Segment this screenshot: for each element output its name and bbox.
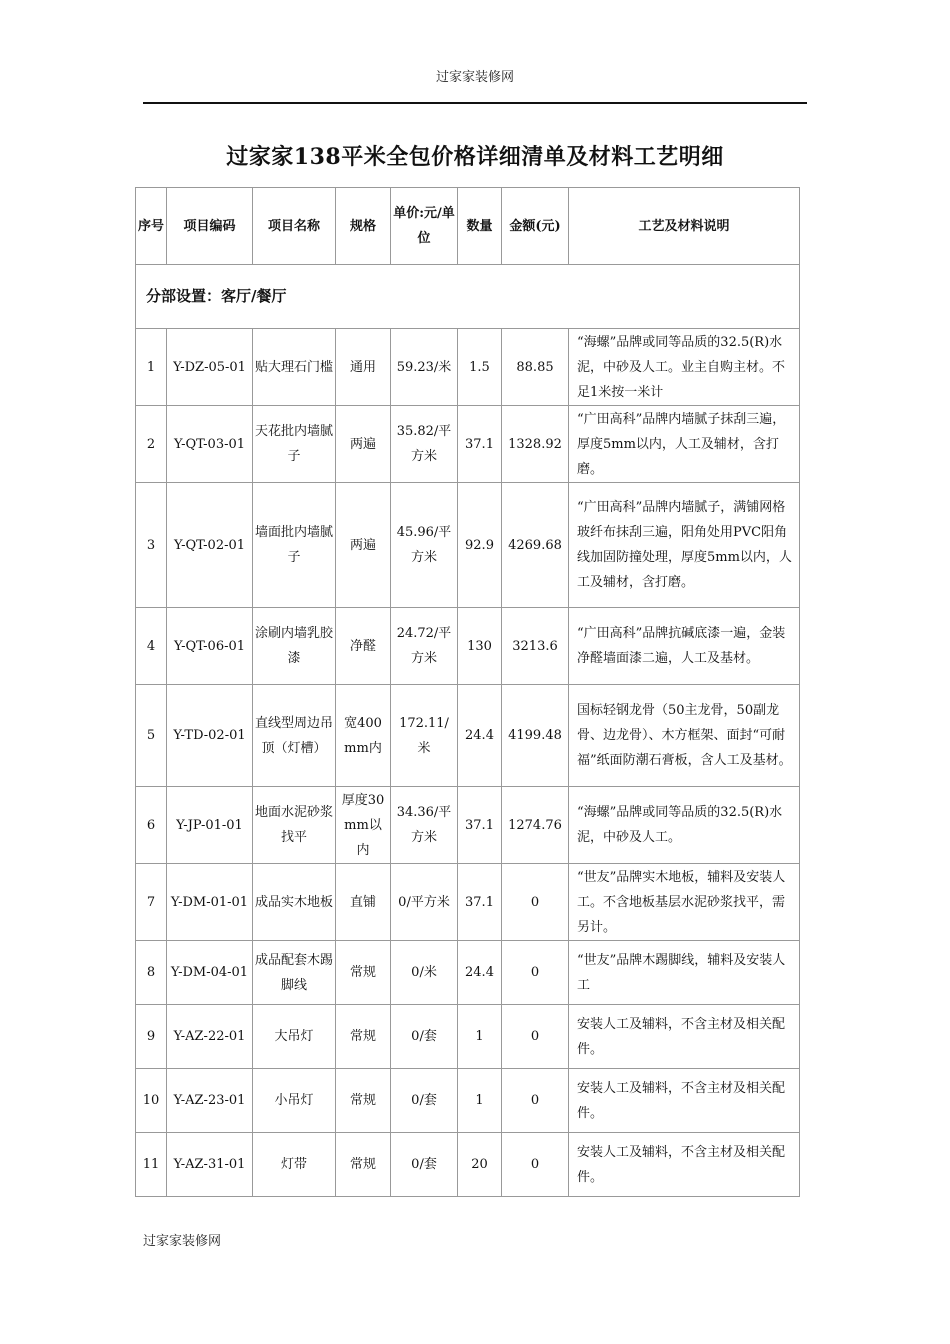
process-description-cell: 安装人工及辅料，不含主材及相关配件。: [569, 1005, 800, 1069]
amount-cell: 1274.76: [502, 787, 569, 864]
quantity-cell: 92.9: [458, 483, 502, 608]
page-footer: 过家家装修网: [143, 1234, 222, 1249]
unit-price-cell: 172.11/米: [391, 685, 458, 787]
table-row: [136, 1069, 800, 1133]
item-spec-cell: 两遍: [336, 406, 391, 483]
amount-cell: 0: [502, 1069, 569, 1133]
row-index-cell: 11: [136, 1133, 167, 1197]
row-index-cell: 9: [136, 1005, 167, 1069]
item-name-cell: 涂刷内墙乳胶漆: [253, 608, 336, 685]
table-row: [136, 864, 800, 941]
header-qty: 数量: [458, 188, 502, 265]
header-desc: 工艺及材料说明: [569, 188, 800, 265]
item-spec-cell: 常规: [336, 1069, 391, 1133]
unit-price-cell: 59.23/米: [391, 329, 458, 406]
unit-price-cell: 0/套: [391, 1005, 458, 1069]
unit-price-cell: 0/套: [391, 1133, 458, 1197]
process-description-cell: 安装人工及辅料，不含主材及相关配件。: [569, 1069, 800, 1133]
item-code-cell: Y-AZ-31-01: [167, 1133, 253, 1197]
header-index: 序号: [136, 188, 167, 265]
row-index-cell: 1: [136, 329, 167, 406]
item-spec-cell: 常规: [336, 1005, 391, 1069]
table-row: [136, 329, 800, 406]
item-code-cell: Y-DZ-05-01: [167, 329, 253, 406]
table-row: [136, 483, 800, 608]
process-description-cell: “广田高科”品牌抗碱底漆一遍，金装净醛墙面漆二遍，人工及基材。: [569, 608, 800, 685]
item-name-cell: 直线型周边吊顶（灯槽）: [253, 685, 336, 787]
quantity-cell: 37.1: [458, 406, 502, 483]
item-spec-cell: 常规: [336, 941, 391, 1005]
table-header-row: [136, 188, 800, 265]
quantity-cell: 130: [458, 608, 502, 685]
amount-cell: 88.85: [502, 329, 569, 406]
item-code-cell: Y-DM-01-01: [167, 864, 253, 941]
item-code-cell: Y-JP-01-01: [167, 787, 253, 864]
quantity-cell: 20: [458, 1133, 502, 1197]
process-description-cell: 安装人工及辅料，不含主材及相关配件。: [569, 1133, 800, 1197]
amount-cell: 0: [502, 864, 569, 941]
item-spec-cell: 两遍: [336, 483, 391, 608]
item-code-cell: Y-QT-03-01: [167, 406, 253, 483]
unit-price-cell: 45.96/平方米: [391, 483, 458, 608]
row-index-cell: 5: [136, 685, 167, 787]
item-code-cell: Y-QT-06-01: [167, 608, 253, 685]
item-code-cell: Y-AZ-22-01: [167, 1005, 253, 1069]
quantity-cell: 1: [458, 1005, 502, 1069]
process-description-cell: “世友”品牌木踢脚线，辅料及安装人工: [569, 941, 800, 1005]
table-row: [136, 1133, 800, 1197]
item-name-cell: 灯带: [253, 1133, 336, 1197]
unit-price-cell: 34.36/平方米: [391, 787, 458, 864]
process-description-cell: “世友”品牌实木地板，辅料及安装人工。不含地板基层水泥砂浆找平，需另计。: [569, 864, 800, 941]
page-header: 过家家装修网: [435, 70, 514, 85]
item-code-cell: Y-QT-02-01: [167, 483, 253, 608]
table-row: [136, 787, 800, 864]
row-index-cell: 10: [136, 1069, 167, 1133]
item-spec-cell: 通用: [336, 329, 391, 406]
item-name-cell: 成品配套木踢脚线: [253, 941, 336, 1005]
quantity-cell: 37.1: [458, 787, 502, 864]
table-row: [136, 1005, 800, 1069]
item-code-cell: Y-AZ-23-01: [167, 1069, 253, 1133]
row-index-cell: 8: [136, 941, 167, 1005]
unit-price-cell: 0/米: [391, 941, 458, 1005]
amount-cell: 4199.48: [502, 685, 569, 787]
process-description-cell: “广田高科”品牌内墙腻子，满铺网格玻纤布抹刮三遍，阳角处用PVC阳角线加固防撞处理，厚度5mm以内，人工及辅材，含打磨。: [569, 483, 800, 608]
item-name-cell: 贴大理石门槛: [253, 329, 336, 406]
quantity-cell: 1: [458, 1069, 502, 1133]
header-code: 项目编码: [167, 188, 253, 265]
row-index-cell: 4: [136, 608, 167, 685]
quantity-cell: 24.4: [458, 941, 502, 1005]
item-code-cell: Y-DM-04-01: [167, 941, 253, 1005]
amount-cell: 4269.68: [502, 483, 569, 608]
header-name: 项目名称: [253, 188, 336, 265]
table-row: [136, 406, 800, 483]
header-amount: 金额(元): [502, 188, 569, 265]
table-row: [136, 608, 800, 685]
amount-cell: 0: [502, 1133, 569, 1197]
section-row: [136, 265, 800, 329]
amount-cell: 3213.6: [502, 608, 569, 685]
table-row: [136, 685, 800, 787]
quantity-cell: 37.1: [458, 864, 502, 941]
item-name-cell: 大吊灯: [253, 1005, 336, 1069]
item-spec-cell: 宽400mm内: [336, 685, 391, 787]
item-name-cell: 小吊灯: [253, 1069, 336, 1133]
section-title: 分部设置：客厅/餐厅: [136, 265, 800, 329]
row-index-cell: 7: [136, 864, 167, 941]
row-index-cell: 6: [136, 787, 167, 864]
item-name-cell: 墙面批内墙腻子: [253, 483, 336, 608]
unit-price-cell: 24.72/平方米: [391, 608, 458, 685]
process-description-cell: 国标轻钢龙骨（50主龙骨，50副龙骨、边龙骨）、木方框架、面封“可耐福”纸面防潮石膏板，含人工及基材。: [569, 685, 800, 787]
table-row: [136, 941, 800, 1005]
process-description-cell: “广田高科”品牌内墙腻子抹刮三遍，厚度5mm以内，人工及辅材，含打磨。: [569, 406, 800, 483]
item-name-cell: 成品实木地板: [253, 864, 336, 941]
item-spec-cell: 净醛: [336, 608, 391, 685]
item-spec-cell: 直铺: [336, 864, 391, 941]
header-unit-price: 单价:元/单位: [391, 188, 458, 265]
header-spec: 规格: [336, 188, 391, 265]
quantity-cell: 24.4: [458, 685, 502, 787]
quantity-cell: 1.5: [458, 329, 502, 406]
process-description-cell: “海螺”品牌或同等品质的32.5(R)水泥，中砂及人工。: [569, 787, 800, 864]
item-code-cell: Y-TD-02-01: [167, 685, 253, 787]
amount-cell: 0: [502, 1005, 569, 1069]
unit-price-cell: 35.82/平方米: [391, 406, 458, 483]
unit-price-cell: 0/平方米: [391, 864, 458, 941]
unit-price-cell: 0/套: [391, 1069, 458, 1133]
item-spec-cell: 常规: [336, 1133, 391, 1197]
item-name-cell: 天花批内墙腻子: [253, 406, 336, 483]
row-index-cell: 2: [136, 406, 167, 483]
price-table: [135, 187, 800, 1197]
item-spec-cell: 厚度30mm以内: [336, 787, 391, 864]
item-name-cell: 地面水泥砂浆找平: [253, 787, 336, 864]
row-index-cell: 3: [136, 483, 167, 608]
amount-cell: 1328.92: [502, 406, 569, 483]
header-divider: [143, 102, 807, 104]
process-description-cell: “海螺”品牌或同等品质的32.5(R)水泥，中砂及人工。业主自购主材。不足1米按一米计: [569, 329, 800, 406]
document-title: 过家家138平米全包价格详细清单及材料工艺明细: [226, 144, 724, 170]
amount-cell: 0: [502, 941, 569, 1005]
